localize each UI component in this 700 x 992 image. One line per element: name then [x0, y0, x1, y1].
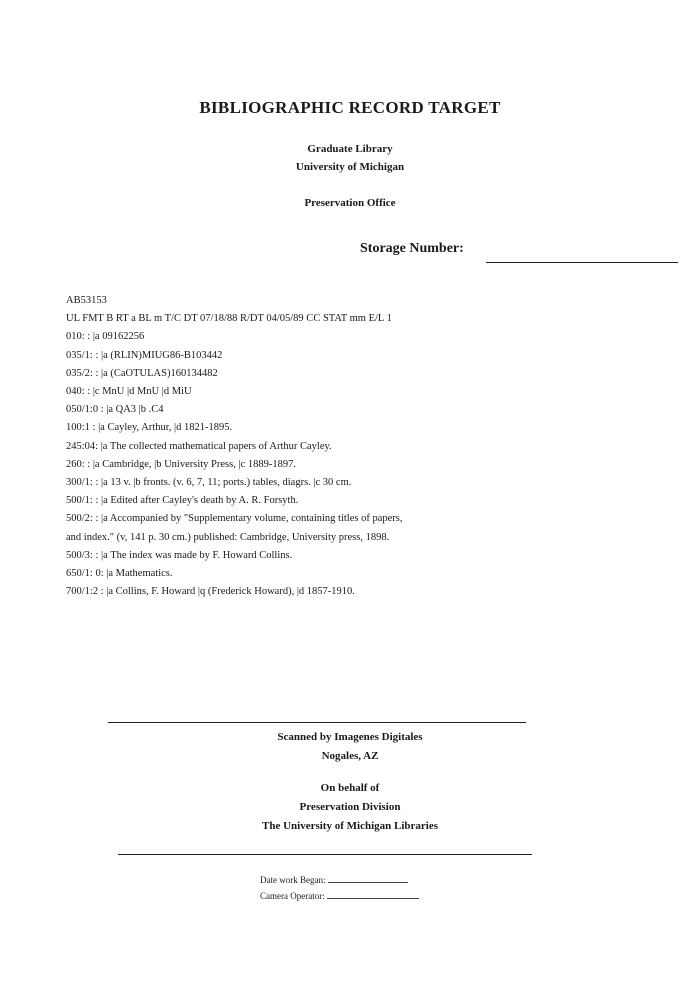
record-line: 035/2: : |a (CaOTULAS)160134482	[66, 367, 218, 379]
record-line: 010: : |a 09162256	[66, 331, 145, 343]
record-line: AB53153	[66, 295, 107, 306]
bibliographic-record	[66, 292, 586, 601]
record-line: UL FMT B RT a BL m T/C DT 07/18/88 R/DT 04/05/89 CC STAT mm E/L 1	[66, 313, 392, 325]
page-title: BIBLIOGRAPHIC RECORD TARGET	[199, 98, 501, 117]
record-line: 500/1: : |a Edited after Cayley's death by A. R. Forsyth.	[66, 495, 299, 507]
record-line: 650/1: 0: |a Mathematics.	[66, 568, 173, 580]
storage-number-blank	[486, 262, 678, 263]
record-line: 260: : |a Cambridge, |b University Press, |c 1889-1897.	[66, 458, 296, 470]
preservation-division: Preservation Division	[299, 801, 401, 813]
office-name: Preservation Office	[304, 197, 396, 209]
divider-top	[108, 722, 526, 723]
record-line: 300/1: : |a 13 v. |b fronts. (v. 6, 7, 11; ports.) tables, diagrs. |c 30 cm.	[66, 477, 352, 489]
university-name: University of Michigan	[295, 161, 405, 173]
storage-number-label: Storage Number:	[360, 241, 464, 256]
record-line: 245:04: |a The collected mathematical papers of Arthur Cayley.	[66, 440, 332, 452]
scan-location: Nogales, AZ	[321, 750, 379, 762]
date-work-began-blank	[328, 873, 408, 883]
camera-operator	[260, 889, 419, 901]
record-line: 500/2: : |a Accompanied by "Supplementary volume, containing titles of papers,	[66, 513, 403, 525]
date-work-began-label: Date work Began:	[260, 875, 326, 885]
scanned-by: Scanned by Imagenes Digitales	[277, 731, 423, 743]
date-work-began	[260, 873, 408, 885]
record-line: 500/3: : |a The index was made by F. Howard Collins.	[66, 549, 293, 561]
record-line: 100:1 : |a Cayley, Arthur, |d 1821-1895.	[66, 422, 233, 434]
library-name: Graduate Library	[307, 143, 393, 155]
record-line: 700/1:2 : |a Collins, F. Howard |q (Frederick Howard), |d 1857-1910.	[66, 586, 355, 598]
university-libraries: The University of Michigan Libraries	[262, 820, 438, 832]
divider-bottom	[118, 854, 532, 855]
on-behalf-of: On behalf of	[320, 782, 380, 794]
record-line: 035/1: : |a (RLIN)MIUG86-B103442	[66, 349, 223, 361]
record-line: 040: : |c MnU |d MnU |d MiU	[66, 386, 192, 398]
camera-operator-blank	[327, 889, 419, 899]
record-line: and index." (v, 141 p. 30 cm.) published: Cambridge, University press, 1898.	[66, 531, 390, 543]
record-line: 050/1:0 : |a QA3 |b .C4	[66, 404, 164, 416]
camera-operator-label: Camera Operator:	[260, 891, 325, 901]
